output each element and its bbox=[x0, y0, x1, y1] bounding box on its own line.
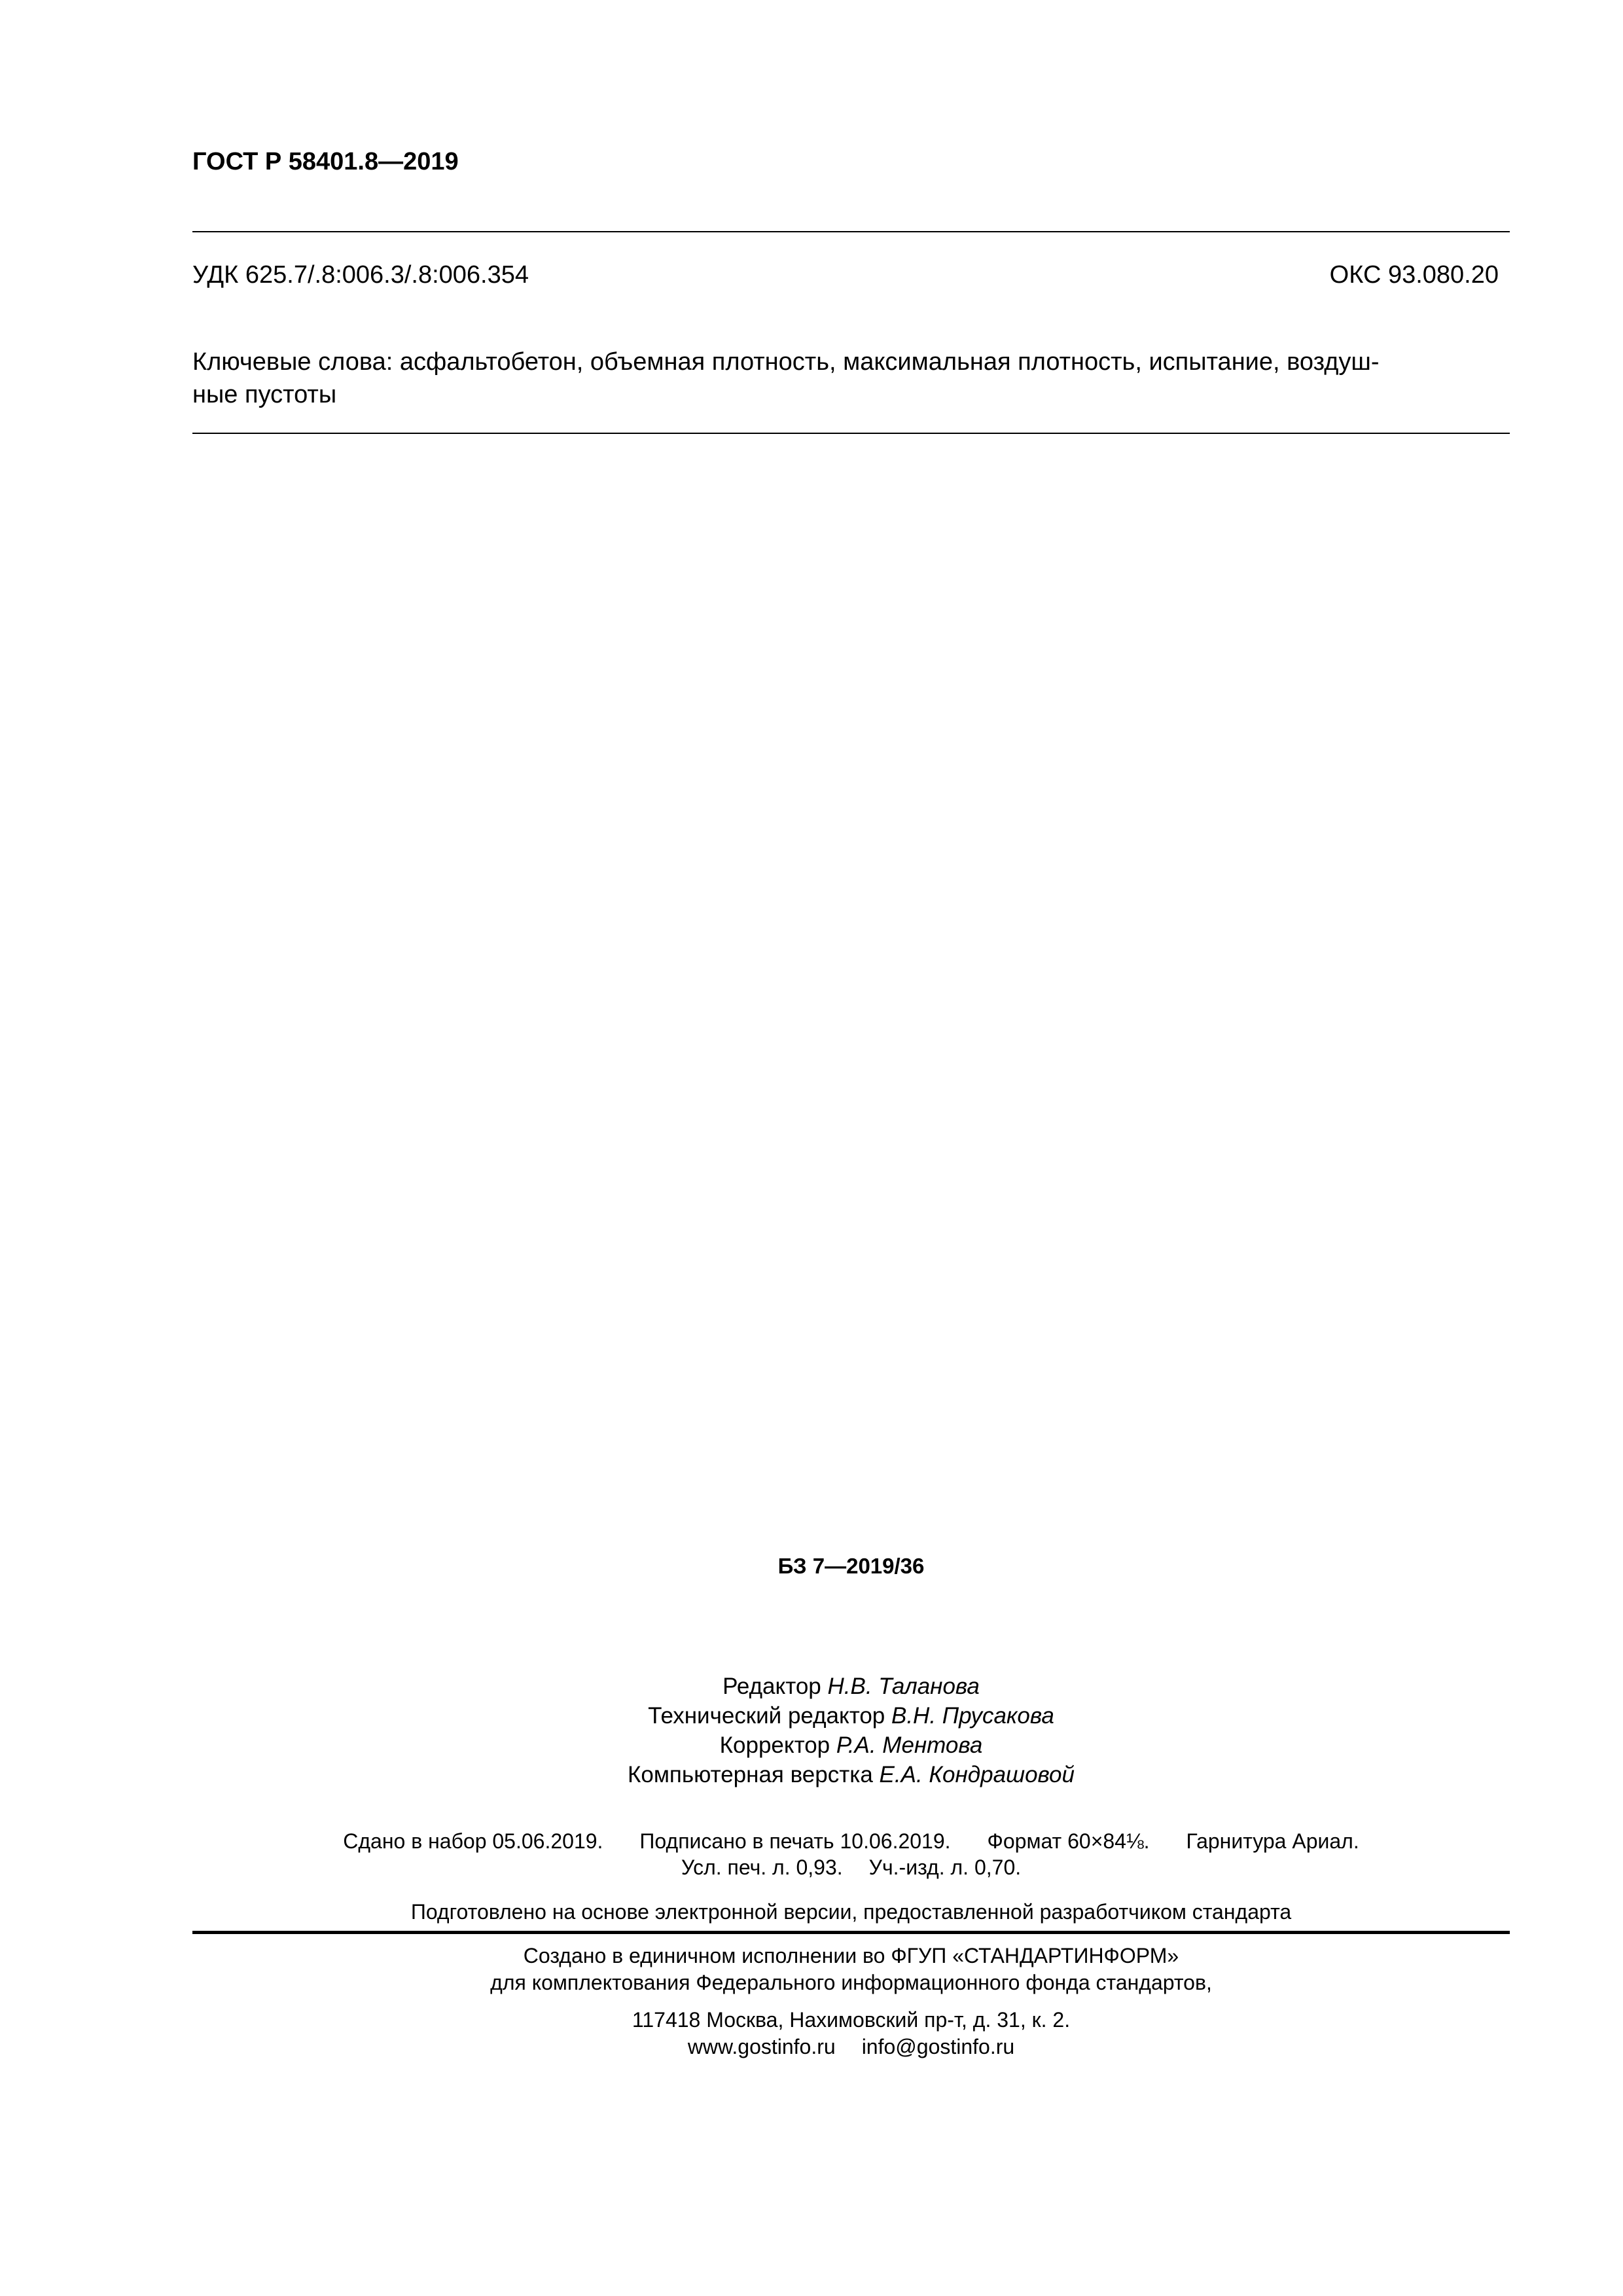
keywords-divider bbox=[192, 433, 1510, 434]
credit-name: Р.А. Ментова bbox=[836, 1732, 983, 1758]
keywords-line-1: Ключевые слова: асфальтобетон, объемная плотность, максимальная плотность, испытание, воздуш- bbox=[192, 348, 1380, 376]
credit-editor bbox=[192, 1672, 1510, 1701]
publication-sheets: Уч.-изд. л. 0,70. bbox=[868, 1856, 1022, 1879]
document-title: ГОСТ Р 58401.8—2019 bbox=[192, 148, 459, 175]
credit-role: Компьютерная верстка bbox=[627, 1762, 880, 1787]
typeface: Гарнитура Ариал. bbox=[1186, 1829, 1359, 1853]
top-divider bbox=[192, 231, 1510, 232]
prepared-note: Подготовлено на основе электронной версии, предоставленной разработчиком стандарта bbox=[410, 1900, 1292, 1924]
keywords-paragraph bbox=[192, 346, 1510, 411]
publication-info bbox=[192, 1828, 1510, 1880]
contacts-row bbox=[192, 2034, 1510, 2060]
publication-row-1 bbox=[192, 1828, 1510, 1854]
credit-tech-editor bbox=[192, 1701, 1510, 1731]
credit-name: Н.В. Таланова bbox=[827, 1674, 980, 1699]
created-line-2: для комплектования Федерального информационного фонда стандартов, bbox=[490, 1971, 1212, 1994]
email-link[interactable]: info@gostinfo.ru bbox=[861, 2035, 1015, 2058]
credit-role: Технический редактор bbox=[648, 1703, 891, 1729]
credit-role: Редактор bbox=[722, 1674, 828, 1699]
credit-name: В.Н. Прусакова bbox=[891, 1703, 1054, 1729]
credit-name: Е.А. Кондрашовой bbox=[879, 1762, 1075, 1787]
print-sheets: Усл. печ. л. 0,93. bbox=[681, 1856, 843, 1879]
publication-row-2 bbox=[192, 1854, 1510, 1880]
created-note bbox=[192, 1943, 1510, 1996]
paper-format: Формат 60×84⅛. bbox=[987, 1829, 1150, 1853]
credits-block bbox=[192, 1672, 1510, 1789]
website-link[interactable]: www.gostinfo.ru bbox=[687, 2035, 836, 2058]
street-address: 117418 Москва, Нахимовский пр-т, д. 31, к. 2. bbox=[632, 2008, 1071, 2032]
typeset-date: Сдано в набор 05.06.2019. bbox=[343, 1829, 603, 1853]
oks-code: ОКС 93.080.20 bbox=[1329, 261, 1499, 289]
bottom-divider bbox=[192, 1931, 1510, 1934]
credit-corrector bbox=[192, 1731, 1510, 1760]
credit-layout bbox=[192, 1760, 1510, 1789]
publisher-address bbox=[192, 2007, 1510, 2060]
signed-date: Подписано в печать 10.06.2019. bbox=[639, 1829, 951, 1853]
bz-code: БЗ 7—2019/36 bbox=[777, 1554, 925, 1578]
created-line-1: Создано в единичном исполнении во ФГУП «СТАНДАРТИНФОРМ» bbox=[523, 1944, 1179, 1967]
keywords-line-2: ные пустоты bbox=[192, 381, 337, 408]
udk-code: УДК 625.7/.8:006.3/.8:006.354 bbox=[192, 261, 529, 289]
credit-role: Корректор bbox=[719, 1732, 836, 1758]
